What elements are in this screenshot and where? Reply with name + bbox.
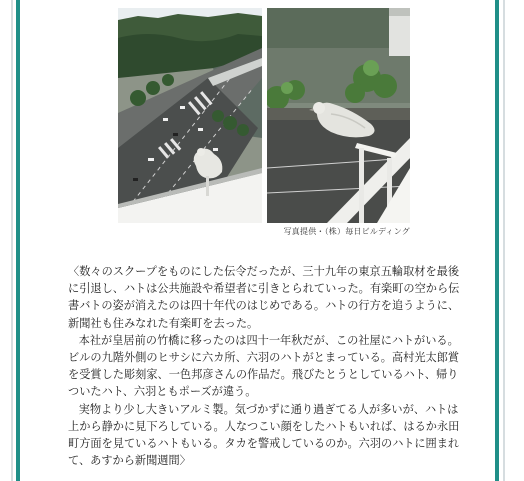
text-line: を受賞した彫刻家、一色邦彦さんの作品だ。飛びたとうとしているハト、帰り xyxy=(68,368,459,382)
photo-dove-sculpture xyxy=(267,8,410,223)
text-line: に引退し、ハトは公共施設や希望者に引きとられていった。有楽町の空から伝 xyxy=(68,282,460,296)
text-line: 町方面を見ているハトもいる。タカを警戒しているのか。六羽のハトに囲まれ xyxy=(68,437,460,451)
text-line: 〈数々のスクープをものにした伝令だったが、三十九年の東京五輪取材を最後 xyxy=(68,265,460,278)
text-line: 実物より少し大きいアルミ製。気づかずに通り過ぎてる人が多いが、ハトは xyxy=(78,402,459,416)
border-line-right-outer xyxy=(503,0,505,481)
border-line-left-outer xyxy=(11,0,13,481)
border-line-left xyxy=(16,0,20,481)
text-line: 書バトの姿が消えたのは四十年代のはじめである。ハトの行方を追うように、 xyxy=(68,299,460,313)
text-line: て、あすから新聞週間〉 xyxy=(68,454,191,468)
text-line: ビルの九階外側のヒサシに六カ所、六羽のハトがとまっている。高村光太郎賞 xyxy=(68,351,460,365)
text-line: 新聞社も住みなれた有楽町を去った。 xyxy=(68,316,259,330)
text-line: 上から静かに見下ろしている。人なつこい顔をしたハトもいれば、はるか永田 xyxy=(68,419,460,433)
border-line-right xyxy=(495,0,499,481)
text-line: ついたハト、六羽ともポーズが違う。 xyxy=(68,385,257,399)
photo-street-view xyxy=(118,8,262,223)
photo-credit: 写真提供・（株）毎日ビルディング xyxy=(283,227,410,236)
article-body xyxy=(68,263,486,469)
text-line: 本社が皇居前の竹橋に移ったのは四十一年秋だが、この社屋にハトがいる。 xyxy=(78,333,459,347)
